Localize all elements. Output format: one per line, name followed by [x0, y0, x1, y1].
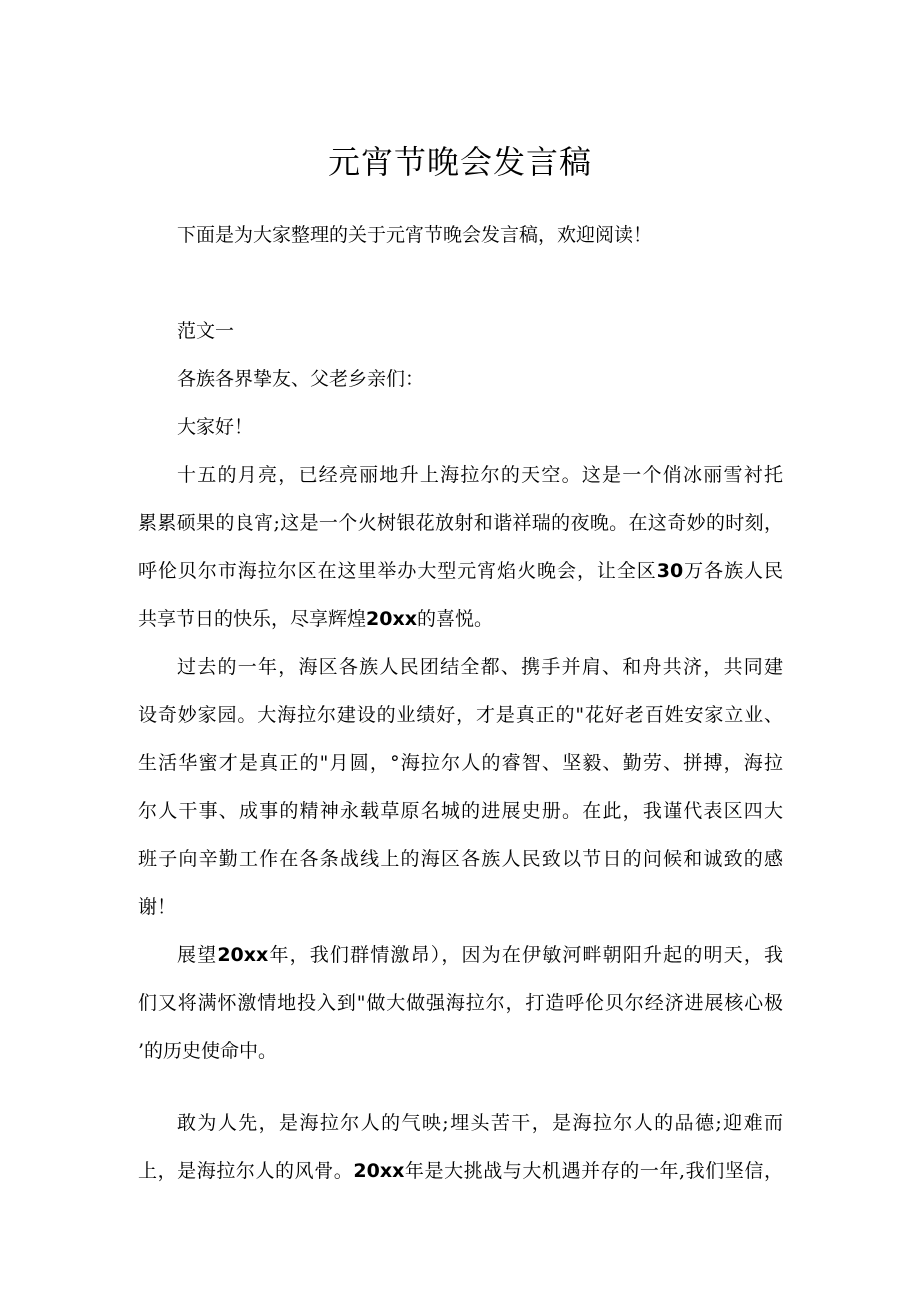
paragraph-4-line-2-text-c: 年是大挑战与大机遇并存的一年,我们坚信，	[404, 1160, 783, 1182]
paragraph-2-line-1: 过去的一年，海区各族人民团结全都、携手并肩、和舟共济，共同建	[177, 656, 783, 678]
paragraph-2-line-3: 生活华蜜才是真正的"月圆，°海拉尔人的睿智、坚毅、勤劳、拼搏，海拉	[138, 752, 783, 774]
paragraph-2-line-4: 尔人干事、成事的精神永载草原名城的进展史册。在此，我谨代表区四大	[138, 800, 783, 822]
paragraph-1-line-3	[138, 556, 783, 586]
document-title: 元宵节晚会发言稿	[327, 143, 592, 181]
year-20xx: 20xx	[366, 608, 417, 630]
paragraph-1-line-4	[138, 604, 493, 634]
greeting: 大家好！	[177, 416, 254, 438]
paragraph-4-line-2-text-a: 上，是海拉尔人的风骨。	[138, 1160, 354, 1182]
section-label: 范文一	[177, 320, 235, 342]
paragraph-1-line-2: 累累硕果的良宵;这是一个火树银花放射和谐祥瑞的夜晚。在这奇妙的时刻，	[138, 512, 783, 534]
paragraph-1-line-1: 十五的月亮，已经亮丽地升上海拉尔的天空。这是一个俏冰丽雪衬托	[177, 464, 783, 486]
paragraph-3-line-3: ’的历史使命中。	[138, 1040, 278, 1062]
paragraph-1-line-3-text-a: 呼伦贝尔市海拉尔区在这里举办大型元宵焰火晚会，让全区	[138, 560, 657, 582]
paragraph-2-line-6: 谢！	[138, 896, 177, 918]
paragraph-4-line-2	[138, 1156, 783, 1186]
paragraph-4-line-1: 敢为人先，是海拉尔人的气映;埋头苦干，是海拉尔人的品德;迎难而	[177, 1112, 783, 1134]
paragraph-3-line-1-text-a: 展望	[177, 944, 218, 966]
paragraph-1-line-3-text-c: 万各族人民	[683, 560, 783, 582]
intro-paragraph: 下面是为大家整理的关于元宵节晚会发言稿，欢迎阅读！	[177, 224, 653, 246]
number-30: 30	[656, 560, 684, 582]
paragraph-2-line-2: 设奇妙家园。大海拉尔建设的业绩好，才是真正的"花好老百姓安家立业、	[138, 704, 783, 726]
paragraph-3-line-2: 们又将满怀激情地投入到"做大做强海拉尔，打造呼伦贝尔经济进展核心极	[138, 992, 783, 1014]
paragraph-3-line-1-text-c: 年，我们群情激昂），因为在伊敏河畔朝阳升起的明天，我	[268, 944, 783, 966]
paragraph-1-line-4-text-c: 的喜悦。	[416, 608, 493, 630]
year-20xx: 20xx	[217, 944, 269, 966]
salutation: 各族各界挚友、父老乡亲们：	[177, 368, 425, 390]
paragraph-1-line-4-text-a: 共享节日的快乐，尽享辉煌	[138, 608, 367, 630]
year-20xx: 20xx	[353, 1160, 405, 1182]
paragraph-2-line-5: 班子向辛勤工作在各条战线上的海区各族人民致以节日的问候和诚致的感	[138, 848, 783, 870]
paragraph-3-line-1	[177, 940, 783, 970]
